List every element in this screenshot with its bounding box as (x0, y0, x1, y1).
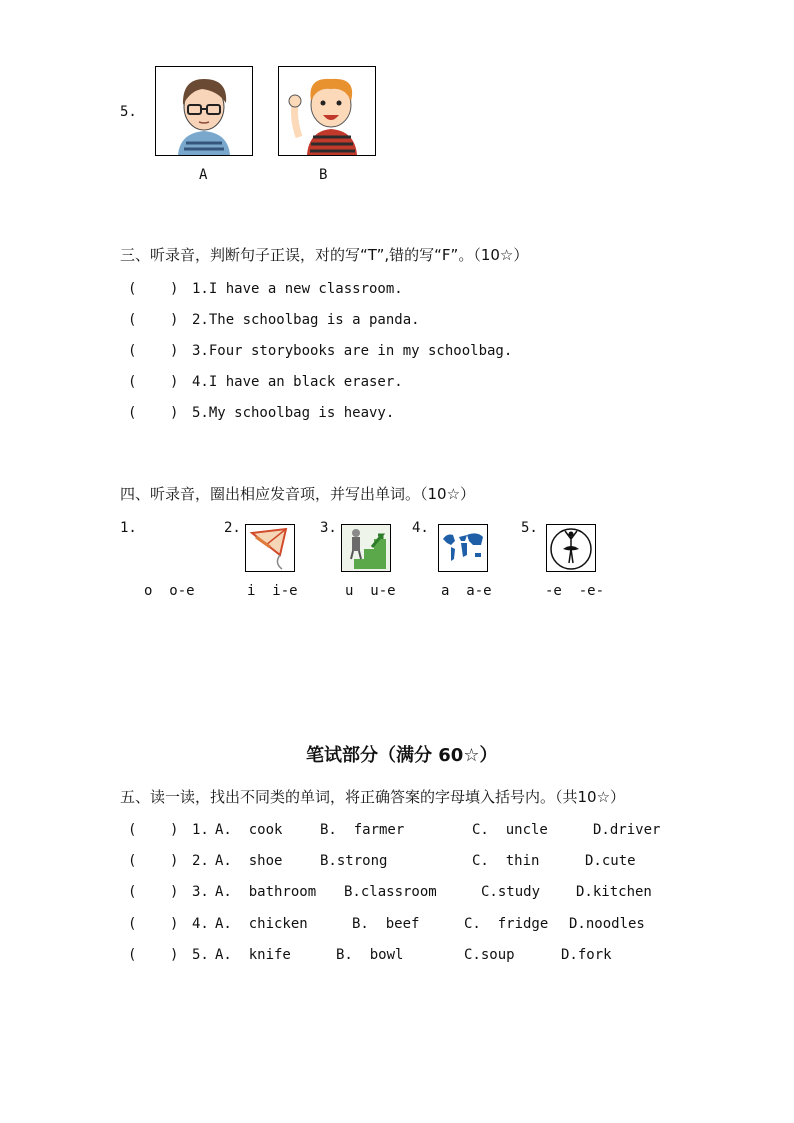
row-number: 3. (192, 884, 209, 900)
map-icon (439, 525, 487, 571)
answer-paren-close: ) (170, 853, 179, 869)
section3-heading: 三、听录音，判断句子正误，对的写“T”,错的写“F”。（10☆） (120, 246, 529, 264)
answer-paren-open: ( (128, 281, 137, 297)
answer-paren-close: ) (170, 947, 179, 963)
item-number: 5. (521, 520, 538, 536)
option-c: C.study (481, 884, 541, 900)
answer-paren-open: ( (128, 405, 137, 421)
statement-item: 3.Four storybooks are in my schoolbag. (192, 343, 513, 359)
row-number: 5. (192, 947, 209, 963)
question-number: 5. (120, 104, 137, 120)
option-d: D.kitchen (576, 884, 652, 900)
answer-paren-open: ( (128, 916, 137, 932)
boy-waving-icon (279, 67, 375, 155)
sound-options: u u-e (345, 583, 396, 599)
option-a: A. chicken (215, 916, 308, 932)
climb-icon (342, 525, 390, 571)
statement-item: 4.I have an black eraser. (192, 374, 403, 390)
statement-item: 2.The schoolbag is a panda. (192, 312, 420, 328)
option-c: C. fridge (464, 916, 549, 932)
sound-options: a a-e (441, 583, 492, 599)
sound-options: i i-e (247, 583, 298, 599)
statement-item: 5.My schoolbag is heavy. (192, 405, 395, 421)
option-b: B.strong (320, 853, 388, 869)
sound-options: -e -e- (545, 583, 605, 599)
option-c: C.soup (464, 947, 515, 963)
option-d: D.noodles (569, 916, 645, 932)
kite-icon (246, 525, 294, 571)
sound-options: o o-e (144, 583, 195, 599)
answer-paren-open: ( (128, 853, 137, 869)
answer-paren-close: ) (170, 916, 179, 932)
option-a-label: A (199, 167, 208, 183)
answer-paren-close: ) (170, 312, 179, 328)
option-a: A. cook (215, 822, 283, 838)
answer-paren-close: ) (170, 281, 179, 297)
answer-paren-close: ) (170, 374, 179, 390)
option-b: B.classroom (344, 884, 437, 900)
option-b-label: B (319, 167, 328, 183)
climb-picture (341, 524, 391, 572)
answer-paren-open: ( (128, 343, 137, 359)
answer-paren-close: ) (170, 884, 179, 900)
option-a: A. shoe (215, 853, 283, 869)
row-number: 4. (192, 916, 209, 932)
section5-heading: 五、读一读，找出不同类的单词，将正确答案的字母填入括号内。（共10☆） (120, 788, 626, 806)
answer-paren-open: ( (128, 822, 137, 838)
option-c: C. thin (472, 853, 540, 869)
kite-picture (245, 524, 295, 572)
answer-paren-open: ( (128, 312, 137, 328)
answer-paren-open: ( (128, 374, 137, 390)
statement-item: 1.I have a new classroom. (192, 281, 403, 297)
answer-paren-open: ( (128, 884, 137, 900)
option-b: B. bowl (336, 947, 404, 963)
section4-heading: 四、听录音，圈出相应发音项，并写出单词。（10☆） (120, 485, 476, 503)
row-number: 2. (192, 853, 209, 869)
option-c: C. uncle (472, 822, 548, 838)
option-d: D.cute (585, 853, 636, 869)
option-d: D.driver (593, 822, 661, 838)
option-b: B. beef (352, 916, 420, 932)
item-number: 2. (224, 520, 241, 536)
option-d: D.fork (561, 947, 612, 963)
answer-paren-open: ( (128, 947, 137, 963)
answer-paren-close: ) (170, 405, 179, 421)
boy-glasses-icon (156, 67, 252, 155)
boy-glasses-picture (155, 66, 253, 156)
option-a: A. bathroom (215, 884, 317, 900)
row-number: 1. (192, 822, 209, 838)
written-part-title: 笔试部分（满分 60☆） (306, 745, 498, 766)
option-a: A. knife (215, 947, 291, 963)
answer-paren-close: ) (170, 343, 179, 359)
option-b: B. farmer (320, 822, 405, 838)
item-number: 3. (320, 520, 337, 536)
ballet-icon (547, 525, 595, 571)
answer-paren-close: ) (170, 822, 179, 838)
item-number: 1. (120, 520, 137, 536)
ballet-picture (546, 524, 596, 572)
item-number: 4. (412, 520, 429, 536)
boy-waving-picture (278, 66, 376, 156)
map-picture (438, 524, 488, 572)
